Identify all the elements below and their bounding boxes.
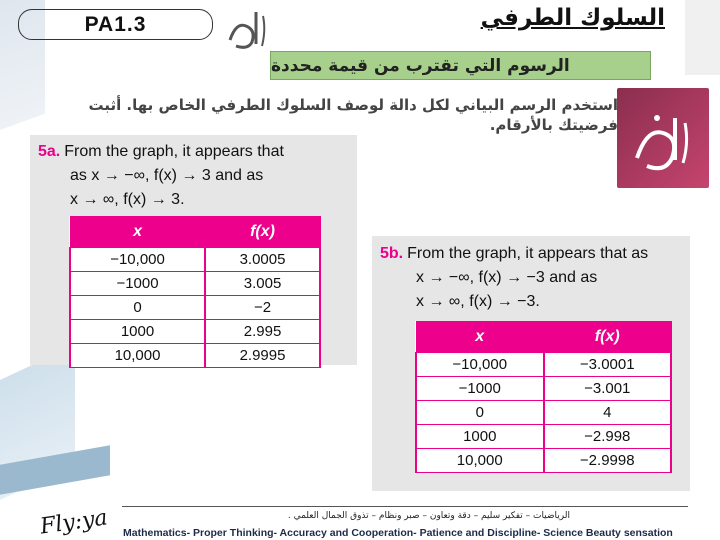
problem-5a-line2: as x → −∞, f(x) → 3 and as xyxy=(70,167,264,184)
table-cell: 0 xyxy=(416,401,544,425)
table-row xyxy=(70,248,320,272)
page-title: السلوك الطرفي xyxy=(480,5,665,31)
table-cell: 2.995 xyxy=(205,320,320,344)
table-cell: 10,000 xyxy=(416,449,544,473)
table-row xyxy=(70,296,320,320)
table-row xyxy=(416,353,671,377)
table-row xyxy=(70,320,320,344)
table-cell: −1000 xyxy=(70,272,205,296)
table-cell: −3.0001 xyxy=(544,353,672,377)
table-row xyxy=(70,272,320,296)
table-cell: −2.998 xyxy=(544,425,672,449)
table-cell: 3.005 xyxy=(205,272,320,296)
subtitle-banner: الرسوم التي تقترب من قيمة محددة xyxy=(270,51,651,80)
table-header-fx: f(x) xyxy=(205,217,320,248)
table-cell: −10,000 xyxy=(70,248,205,272)
table-cell: −3.001 xyxy=(544,377,672,401)
table-header-fx: f(x) xyxy=(544,322,672,353)
problem-5b-line3: x → ∞, f(x) → −3. xyxy=(416,293,540,310)
table-cell: −2 xyxy=(205,296,320,320)
table-cell: −10,000 xyxy=(416,353,544,377)
iqra-logo-icon xyxy=(617,88,709,188)
lesson-code-label: PA1.3 xyxy=(18,9,213,40)
table-row xyxy=(416,401,671,425)
decorative-shape-top-right xyxy=(685,0,720,75)
problem-5b-line1: From the graph, it appears that as xyxy=(407,245,649,262)
table-row xyxy=(416,377,671,401)
table-cell: 10,000 xyxy=(70,344,205,368)
footer-english-text: Mathematics- Proper Thinking- Accuracy and Cooperation- Patience and Discipline- Science Beauty sensation xyxy=(123,527,673,539)
table-header-x: x xyxy=(70,217,205,248)
author-signature: Fly:ya xyxy=(38,505,110,540)
table-cell: 2.9995 xyxy=(205,344,320,368)
iqra-small-logo-icon xyxy=(222,2,270,54)
table-cell: 4 xyxy=(544,401,672,425)
problem-5a-number: 5a. xyxy=(38,143,61,160)
problem-5a-line3: x → ∞, f(x) → 3. xyxy=(70,191,185,208)
table-header-x: x xyxy=(416,322,544,353)
problem-5b-line2: x → −∞, f(x) → −3 and as xyxy=(416,269,598,286)
footer-arabic-text: الرياضيات – تفكير سليم – دقة وتعاون – صبر ونظام – تذوق الجمال العلمي . xyxy=(287,511,570,521)
table-cell: −2.9998 xyxy=(544,449,672,473)
problem-5b-text xyxy=(380,242,688,314)
table-cell: 3.0005 xyxy=(205,248,320,272)
table-row xyxy=(416,425,671,449)
table-row xyxy=(70,344,320,368)
table-cell: 1000 xyxy=(416,425,544,449)
table-cell: 1000 xyxy=(70,320,205,344)
table-cell: 0 xyxy=(70,296,205,320)
problem-5a-table xyxy=(69,216,321,368)
problem-5b-table xyxy=(415,321,672,473)
problem-5a-line1: From the graph, it appears that xyxy=(64,143,284,160)
footer-divider xyxy=(122,506,688,507)
problem-5a-text xyxy=(38,140,353,212)
table-cell: −1000 xyxy=(416,377,544,401)
problem-5b-number: 5b. xyxy=(380,245,404,262)
instruction-text: استخدم الرسم البياني لكل دالة لوصف السلوك الطرفي الخاص بها. أثبت فرضيتك بالأرقام. xyxy=(88,96,618,134)
table-row xyxy=(416,449,671,473)
